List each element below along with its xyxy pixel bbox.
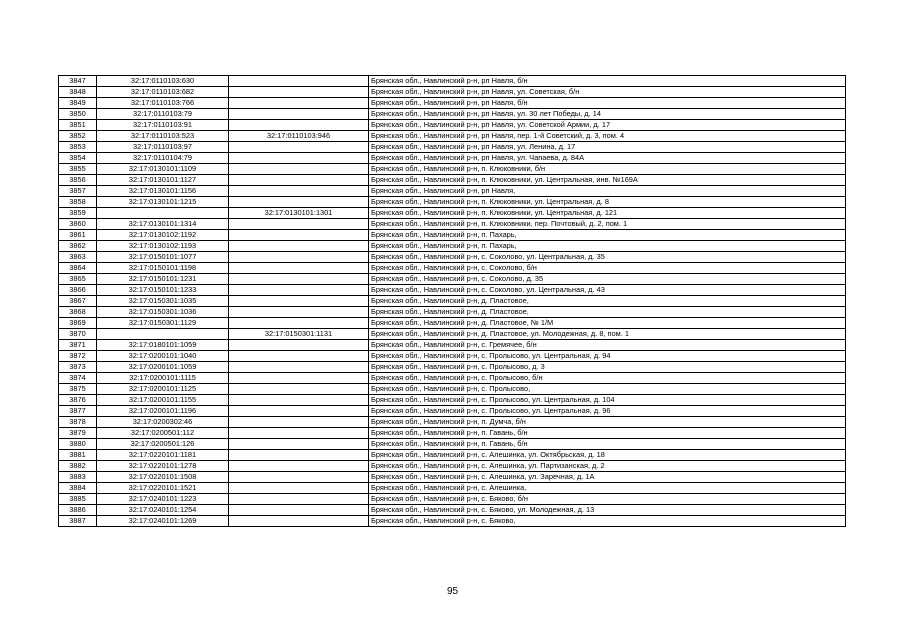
row-number-cell: 3878 [59, 417, 97, 428]
linked-cadastral-number-cell [229, 516, 369, 527]
table-row [59, 307, 846, 318]
address-cell: Брянская обл., Навлинский р-н, с. Пролысово, ул. Центральная, д. 104 [369, 395, 846, 406]
linked-cadastral-number-cell [229, 175, 369, 186]
linked-cadastral-number-cell [229, 450, 369, 461]
row-number-cell: 3887 [59, 516, 97, 527]
cadastral-number-cell: 32:17:0130101:1127 [97, 175, 229, 186]
table-row [59, 274, 846, 285]
address-cell: Брянская обл., Навлинский р-н, с. Алешинка, ул. Октябрьская, д. 18 [369, 450, 846, 461]
address-cell: Брянская обл., Навлинский р-н, с. Бяково, б/н [369, 494, 846, 505]
cadastral-number-cell: 32:17:0200101:1155 [97, 395, 229, 406]
address-cell: Брянская обл., Навлинский р-н, рп Навля, ул. Советская, б/н [369, 87, 846, 98]
address-cell: Брянская обл., Навлинский р-н, п. Пахарь, [369, 230, 846, 241]
row-number-cell: 3875 [59, 384, 97, 395]
address-cell: Брянская обл., Навлинский р-н, рп Навля, пер. 1-й Советский, д. 3, пом. 4 [369, 131, 846, 142]
address-cell: Брянская обл., Навлинский р-н, с. Бяково, ул. Молодежная, д. 13 [369, 505, 846, 516]
address-cell: Брянская обл., Навлинский р-н, п. Клюковники, ул. Центральная, д. 8 [369, 197, 846, 208]
table-row [59, 318, 846, 329]
table-row [59, 516, 846, 527]
address-cell: Брянская обл., Навлинский р-н, рп Навля, б/н [369, 98, 846, 109]
row-number-cell: 3853 [59, 142, 97, 153]
table-row [59, 461, 846, 472]
address-cell: Брянская обл., Навлинский р-н, с. Соколово, ул. Центральная, д. 43 [369, 285, 846, 296]
row-number-cell: 3861 [59, 230, 97, 241]
cadastral-number-cell: 32:17:0150301:1129 [97, 318, 229, 329]
cadastral-number-cell: 32:17:0200101:1059 [97, 362, 229, 373]
table-row [59, 186, 846, 197]
page-number: 95 [446, 586, 459, 597]
address-cell: Брянская обл., Навлинский р-н, п. Думча, б/н [369, 417, 846, 428]
row-number-cell: 3870 [59, 329, 97, 340]
property-registry-table [58, 75, 846, 527]
cadastral-number-cell: 32:17:0200101:1125 [97, 384, 229, 395]
cadastral-number-cell: 32:17:0130101:1156 [97, 186, 229, 197]
linked-cadastral-number-cell: 32:17:0150301:1131 [229, 329, 369, 340]
address-cell: Брянская обл., Навлинский р-н, с. Пролысово, д. 3 [369, 362, 846, 373]
linked-cadastral-number-cell [229, 252, 369, 263]
row-number-cell: 3848 [59, 87, 97, 98]
cadastral-number-cell: 32:17:0110103:523 [97, 131, 229, 142]
cadastral-number-cell: 32:17:0200302:46 [97, 417, 229, 428]
cadastral-number-cell: 32:17:0150101:1233 [97, 285, 229, 296]
table-row [59, 472, 846, 483]
table-row [59, 164, 846, 175]
row-number-cell: 3859 [59, 208, 97, 219]
address-cell: Брянская обл., Навлинский р-н, с. Соколово, ул. Центральная, д. 35 [369, 252, 846, 263]
table-row [59, 208, 846, 219]
row-number-cell: 3876 [59, 395, 97, 406]
linked-cadastral-number-cell [229, 197, 369, 208]
linked-cadastral-number-cell: 32:17:0130101:1301 [229, 208, 369, 219]
address-cell: Брянская обл., Навлинский р-н, рп Навля, ул. Советской Армии, д. 17 [369, 120, 846, 131]
table-row [59, 384, 846, 395]
row-number-cell: 3855 [59, 164, 97, 175]
row-number-cell: 3869 [59, 318, 97, 329]
address-cell: Брянская обл., Навлинский р-н, с. Алешинка, [369, 483, 846, 494]
row-number-cell: 3852 [59, 131, 97, 142]
row-number-cell: 3860 [59, 219, 97, 230]
address-cell: Брянская обл., Навлинский р-н, п. Гавань, б/н [369, 439, 846, 450]
cadastral-number-cell: 32:17:0110103:766 [97, 98, 229, 109]
table-row [59, 296, 846, 307]
table-row [59, 219, 846, 230]
table-row [59, 373, 846, 384]
linked-cadastral-number-cell [229, 98, 369, 109]
linked-cadastral-number-cell [229, 274, 369, 285]
address-cell: Брянская обл., Навлинский р-н, с. Гремячее, б/н [369, 340, 846, 351]
cadastral-number-cell: 32:17:0240101:1223 [97, 494, 229, 505]
address-cell: Брянская обл., Навлинский р-н, с. Соколово, д. 35 [369, 274, 846, 285]
linked-cadastral-number-cell [229, 340, 369, 351]
row-number-cell: 3884 [59, 483, 97, 494]
table-row [59, 351, 846, 362]
table-row [59, 417, 846, 428]
address-cell: Брянская обл., Навлинский р-н, рп Навля, ул. Чапаева, д. 84А [369, 153, 846, 164]
cadastral-number-cell: 32:17:0150301:1036 [97, 307, 229, 318]
address-cell: Брянская обл., Навлинский р-н, с. Пролысово, ул. Центральная, д. 94 [369, 351, 846, 362]
table-row [59, 439, 846, 450]
linked-cadastral-number-cell [229, 351, 369, 362]
cadastral-number-cell: 32:17:0110104:79 [97, 153, 229, 164]
address-cell: Брянская обл., Навлинский р-н, с. Алешинка, ул. Партизанская, д. 2 [369, 461, 846, 472]
table-row [59, 340, 846, 351]
row-number-cell: 3850 [59, 109, 97, 120]
cadastral-number-cell: 32:17:0150301:1035 [97, 296, 229, 307]
linked-cadastral-number-cell [229, 318, 369, 329]
table-row [59, 142, 846, 153]
row-number-cell: 3854 [59, 153, 97, 164]
cadastral-number-cell: 32:17:0130101:1215 [97, 197, 229, 208]
row-number-cell: 3851 [59, 120, 97, 131]
address-cell: Брянская обл., Навлинский р-н, п. Клюковники, ул. Центральная, инв. №169А [369, 175, 846, 186]
table-row [59, 428, 846, 439]
address-cell: Брянская обл., Навлинский р-н, с. Пролысово, б/н [369, 373, 846, 384]
linked-cadastral-number-cell [229, 461, 369, 472]
row-number-cell: 3868 [59, 307, 97, 318]
cadastral-number-cell: 32:17:0220101:1181 [97, 450, 229, 461]
linked-cadastral-number-cell [229, 417, 369, 428]
cadastral-number-cell: 32:17:0200501:112 [97, 428, 229, 439]
linked-cadastral-number-cell [229, 406, 369, 417]
row-number-cell: 3886 [59, 505, 97, 516]
cadastral-number-cell: 32:17:0110103:97 [97, 142, 229, 153]
table-row [59, 76, 846, 87]
table-row [59, 131, 846, 142]
linked-cadastral-number-cell [229, 439, 369, 450]
registry-table-body [59, 76, 846, 527]
table-row [59, 483, 846, 494]
row-number-cell: 3879 [59, 428, 97, 439]
cadastral-number-cell: 32:17:0200101:1196 [97, 406, 229, 417]
linked-cadastral-number-cell [229, 87, 369, 98]
table-row [59, 153, 846, 164]
row-number-cell: 3862 [59, 241, 97, 252]
address-cell: Брянская обл., Навлинский р-н, с. Пролысово, ул. Центральная, д. 96 [369, 406, 846, 417]
row-number-cell: 3880 [59, 439, 97, 450]
table-row [59, 241, 846, 252]
address-cell: Брянская обл., Навлинский р-н, рп Навля, ул. Ленина, д. 17 [369, 142, 846, 153]
row-number-cell: 3857 [59, 186, 97, 197]
linked-cadastral-number-cell [229, 307, 369, 318]
row-number-cell: 3863 [59, 252, 97, 263]
linked-cadastral-number-cell [229, 373, 369, 384]
linked-cadastral-number-cell [229, 76, 369, 87]
linked-cadastral-number-cell [229, 241, 369, 252]
row-number-cell: 3864 [59, 263, 97, 274]
linked-cadastral-number-cell [229, 153, 369, 164]
row-number-cell: 3871 [59, 340, 97, 351]
cadastral-number-cell: 32:17:0240101:1254 [97, 505, 229, 516]
cadastral-number-cell: 32:17:0130102:1193 [97, 241, 229, 252]
linked-cadastral-number-cell [229, 483, 369, 494]
cadastral-number-cell: 32:17:0150101:1231 [97, 274, 229, 285]
table-row [59, 252, 846, 263]
row-number-cell: 3881 [59, 450, 97, 461]
address-cell: Брянская обл., Навлинский р-н, п. Гавань, б/н [369, 428, 846, 439]
cadastral-number-cell: 32:17:0110103:630 [97, 76, 229, 87]
row-number-cell: 3865 [59, 274, 97, 285]
cadastral-number-cell: 32:17:0150101:1077 [97, 252, 229, 263]
linked-cadastral-number-cell [229, 219, 369, 230]
table-row [59, 362, 846, 373]
linked-cadastral-number-cell [229, 505, 369, 516]
linked-cadastral-number-cell [229, 494, 369, 505]
cadastral-number-cell: 32:17:0130101:1109 [97, 164, 229, 175]
table-row [59, 230, 846, 241]
linked-cadastral-number-cell [229, 164, 369, 175]
linked-cadastral-number-cell [229, 428, 369, 439]
cadastral-number-cell: 32:17:0130101:1314 [97, 219, 229, 230]
address-cell: Брянская обл., Навлинский р-н, д. Пластовое, [369, 296, 846, 307]
table-row [59, 406, 846, 417]
row-number-cell: 3882 [59, 461, 97, 472]
table-row [59, 175, 846, 186]
cadastral-number-cell [97, 329, 229, 340]
cadastral-number-cell: 32:17:0200101:1115 [97, 373, 229, 384]
address-cell: Брянская обл., Навлинский р-н, п. Клюковники, пер. Почтовый, д. 2, пом. 1 [369, 219, 846, 230]
address-cell: Брянская обл., Навлинский р-н, п. Клюковники, б/н [369, 164, 846, 175]
address-cell: Брянская обл., Навлинский р-н, с. Пролысово, [369, 384, 846, 395]
table-row [59, 285, 846, 296]
linked-cadastral-number-cell [229, 472, 369, 483]
address-cell: Брянская обл., Навлинский р-н, д. Пластовое, № 1/М [369, 318, 846, 329]
cadastral-number-cell: 32:17:0130102:1192 [97, 230, 229, 241]
table-row [59, 395, 846, 406]
cadastral-number-cell: 32:17:0110103:682 [97, 87, 229, 98]
row-number-cell: 3873 [59, 362, 97, 373]
row-number-cell: 3858 [59, 197, 97, 208]
address-cell: Брянская обл., Навлинский р-н, рп Навля, ул. 30 лет Победы, д. 14 [369, 109, 846, 120]
row-number-cell: 3872 [59, 351, 97, 362]
linked-cadastral-number-cell [229, 142, 369, 153]
row-number-cell: 3847 [59, 76, 97, 87]
address-cell: Брянская обл., Навлинский р-н, с. Бяково, [369, 516, 846, 527]
linked-cadastral-number-cell [229, 109, 369, 120]
table-row [59, 109, 846, 120]
address-cell: Брянская обл., Навлинский р-н, с. Соколово, б/н [369, 263, 846, 274]
linked-cadastral-number-cell [229, 362, 369, 373]
linked-cadastral-number-cell [229, 395, 369, 406]
cadastral-number-cell: 32:17:0240101:1269 [97, 516, 229, 527]
cadastral-number-cell: 32:17:0220101:1278 [97, 461, 229, 472]
linked-cadastral-number-cell [229, 296, 369, 307]
address-cell: Брянская обл., Навлинский р-н, п. Пахарь, [369, 241, 846, 252]
linked-cadastral-number-cell: 32:17:0110103:946 [229, 131, 369, 142]
linked-cadastral-number-cell [229, 230, 369, 241]
address-cell: Брянская обл., Навлинский р-н, д. Пластовое, [369, 307, 846, 318]
table-row [59, 197, 846, 208]
address-cell: Брянская обл., Навлинский р-н, д. Пластовое, ул. Молодежная, д. 8, пом. 1 [369, 329, 846, 340]
cadastral-number-cell [97, 208, 229, 219]
cadastral-number-cell: 32:17:0150101:1198 [97, 263, 229, 274]
cadastral-number-cell: 32:17:0110103:91 [97, 120, 229, 131]
cadastral-number-cell: 32:17:0200101:1040 [97, 351, 229, 362]
table-row [59, 505, 846, 516]
address-cell: Брянская обл., Навлинский р-н, рп Навля, [369, 186, 846, 197]
linked-cadastral-number-cell [229, 285, 369, 296]
address-cell: Брянская обл., Навлинский р-н, с. Алешинка, ул. Заречная, д. 1А [369, 472, 846, 483]
table-row [59, 329, 846, 340]
cadastral-number-cell: 32:17:0180101:1059 [97, 340, 229, 351]
cadastral-number-cell: 32:17:0110103:79 [97, 109, 229, 120]
linked-cadastral-number-cell [229, 120, 369, 131]
table-row [59, 87, 846, 98]
row-number-cell: 3874 [59, 373, 97, 384]
address-cell: Брянская обл., Навлинский р-н, рп Навля, б/н [369, 76, 846, 87]
cadastral-number-cell: 32:17:0220101:1521 [97, 483, 229, 494]
cadastral-number-cell: 32:17:0200501:126 [97, 439, 229, 450]
table-row [59, 120, 846, 131]
table-row [59, 450, 846, 461]
row-number-cell: 3883 [59, 472, 97, 483]
address-cell: Брянская обл., Навлинский р-н, п. Клюковники, ул. Центральная, д. 121 [369, 208, 846, 219]
row-number-cell: 3867 [59, 296, 97, 307]
row-number-cell: 3849 [59, 98, 97, 109]
cadastral-number-cell: 32:17:0220101:1508 [97, 472, 229, 483]
table-row [59, 263, 846, 274]
linked-cadastral-number-cell [229, 263, 369, 274]
row-number-cell: 3885 [59, 494, 97, 505]
linked-cadastral-number-cell [229, 384, 369, 395]
row-number-cell: 3877 [59, 406, 97, 417]
row-number-cell: 3856 [59, 175, 97, 186]
table-row [59, 494, 846, 505]
row-number-cell: 3866 [59, 285, 97, 296]
table-row [59, 98, 846, 109]
linked-cadastral-number-cell [229, 186, 369, 197]
